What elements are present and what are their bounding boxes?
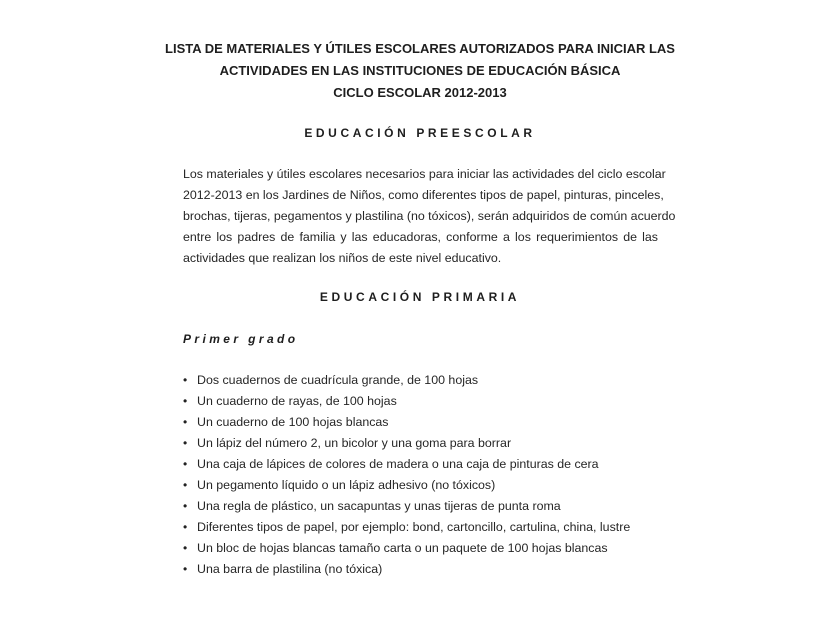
paragraph-line: brochas, tijeras, pegamentos y plastilina (no tóxicos), serán adquiridos de común acuerdo	[183, 209, 676, 223]
bullet-icon: •	[183, 457, 188, 471]
list-item	[183, 454, 663, 475]
bullet-icon: •	[183, 415, 188, 429]
list-item-text: Dos cuadernos de cuadrícula grande, de 100 hojas	[197, 373, 479, 387]
paragraph-line: entre los padres de familia y las educadoras, conforme a los requerimientos de las	[183, 230, 658, 244]
bullet-icon: •	[183, 499, 188, 513]
preescolar-heading: EDUCACIÓN PREESCOLAR	[304, 126, 536, 140]
primaria-heading: EDUCACIÓN PRIMARIA	[319, 290, 521, 304]
paragraph-line: 2012-2013 en los Jardines de Niños, como diferentes tipos de papel, pinturas, pinceles,	[183, 188, 664, 202]
paragraph-line: actividades que realizan los niños de este nivel educativo.	[183, 251, 502, 265]
bullet-icon: •	[183, 562, 188, 576]
bullet-icon: •	[183, 541, 188, 555]
materials-list	[183, 370, 663, 580]
bullet-icon: •	[183, 436, 188, 450]
list-item-text: Un pegamento líquido o un lápiz adhesivo (no tóxicos)	[197, 478, 496, 492]
grade-heading: Primer grado	[183, 332, 299, 346]
list-item-text: Un cuaderno de 100 hojas blancas	[197, 415, 389, 429]
bullet-icon: •	[183, 394, 188, 408]
paragraph-line: Los materiales y útiles escolares necesarios para iniciar las actividades del ciclo escolar	[183, 167, 666, 181]
list-item-text: Una regla de plástico, un sacapuntas y unas tijeras de punta roma	[197, 499, 561, 513]
list-item	[183, 370, 663, 391]
bullet-icon: •	[183, 478, 188, 492]
document-title-line-1: LISTA DE MATERIALES Y ÚTILES ESCOLARES AUTORIZADOS PARA INICIAR LAS	[165, 41, 675, 56]
list-item-text: Un lápiz del número 2, un bicolor y una goma para borrar	[197, 436, 512, 450]
bullet-icon: •	[183, 373, 188, 387]
list-item	[183, 538, 663, 559]
document-title-line-2: ACTIVIDADES EN LAS INSTITUCIONES DE EDUCACIÓN BÁSICA	[219, 63, 621, 78]
list-item-text: Un cuaderno de rayas, de 100 hojas	[197, 394, 397, 408]
list-item-text: Una barra de plastilina (no tóxica)	[197, 562, 383, 576]
list-item	[183, 412, 663, 433]
list-item-text: Un bloc de hojas blancas tamaño carta o un paquete de 100 hojas blancas	[197, 541, 608, 555]
list-item	[183, 517, 663, 538]
preescolar-paragraph	[183, 164, 676, 269]
list-item	[183, 433, 663, 454]
list-item	[183, 391, 663, 412]
bullet-icon: •	[183, 520, 188, 534]
list-item	[183, 475, 663, 496]
list-item-text: Una caja de lápices de colores de madera o una caja de pinturas de cera	[197, 457, 599, 471]
document-title-line-3: CICLO ESCOLAR 2012-2013	[333, 85, 507, 100]
list-item-text: Diferentes tipos de papel, por ejemplo: bond, cartoncillo, cartulina, china, lustre	[197, 520, 631, 534]
list-item	[183, 559, 663, 580]
list-item	[183, 496, 663, 517]
